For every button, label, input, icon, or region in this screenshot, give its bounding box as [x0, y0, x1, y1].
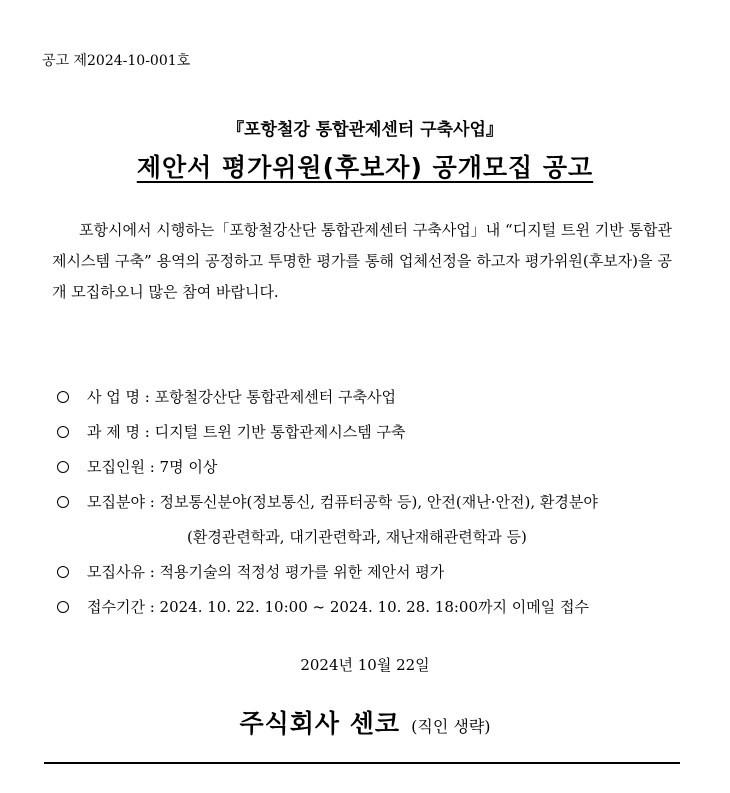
- notice-date: 2024년 10월 22일: [300, 656, 430, 674]
- item-text: 모집분야 : 정보통신분야(정보통신, 컴퓨터공학 등), 안전(재난·안전), 환경분야: [87, 493, 598, 511]
- project-subtitle: 『포항철강 통합관제센터 구축사업』: [227, 120, 503, 140]
- list-item: [57, 380, 598, 415]
- list-item: [57, 415, 598, 450]
- seal-note: (직인 생략): [411, 717, 491, 736]
- item-text: 모집인원 : 7명 이상: [87, 458, 218, 476]
- circle-bullet-icon: [57, 496, 69, 508]
- circle-bullet-icon: [57, 461, 69, 473]
- list-item: [57, 450, 598, 485]
- list-item: [57, 590, 598, 625]
- item-text-continuation: (환경관련학과, 대기관련학과, 재난재해관련학과 등): [187, 528, 527, 546]
- notice-number: 공고 제2024-10-001호: [42, 53, 191, 69]
- circle-bullet-icon: [57, 566, 69, 578]
- item-text: 접수기간 : 2024. 10. 22. 10:00 ~ 2024. 10. 28. 18:00까지 이메일 접수: [87, 598, 589, 616]
- list-item: [57, 485, 598, 555]
- page-title-wrapper: [0, 148, 730, 184]
- company-name: 주식회사 센코: [239, 709, 401, 738]
- list-item: [57, 555, 598, 590]
- circle-bullet-icon: [57, 391, 69, 403]
- bottom-divider: [44, 762, 680, 764]
- signature-block: [0, 704, 730, 740]
- announcement-items: [57, 380, 598, 625]
- item-text: 과 제 명 : 디지털 트윈 기반 통합관제시스템 구축: [87, 423, 406, 441]
- circle-bullet-icon: [57, 601, 69, 613]
- item-text: 사 업 명 : 포항철강산단 통합관제센터 구축사업: [87, 388, 396, 406]
- item-text: 모집사유 : 적용기술의 적정성 평가를 위한 제안서 평가: [87, 563, 445, 581]
- intro-paragraph: 포항시에서 시행하는「포항철강산단 통합관제센터 구축사업」내 “디지털 트윈 기반 통합관제시스템 구축” 용역의 공정하고 투명한 평가를 통해 업체선정을 하고자 평가위원(후보자)을 공개 모집하오니 많은 참여 바랍니다.: [52, 221, 672, 301]
- circle-bullet-icon: [57, 426, 69, 438]
- page-title: 제안서 평가위원(후보자) 공개모집 공고: [136, 153, 594, 182]
